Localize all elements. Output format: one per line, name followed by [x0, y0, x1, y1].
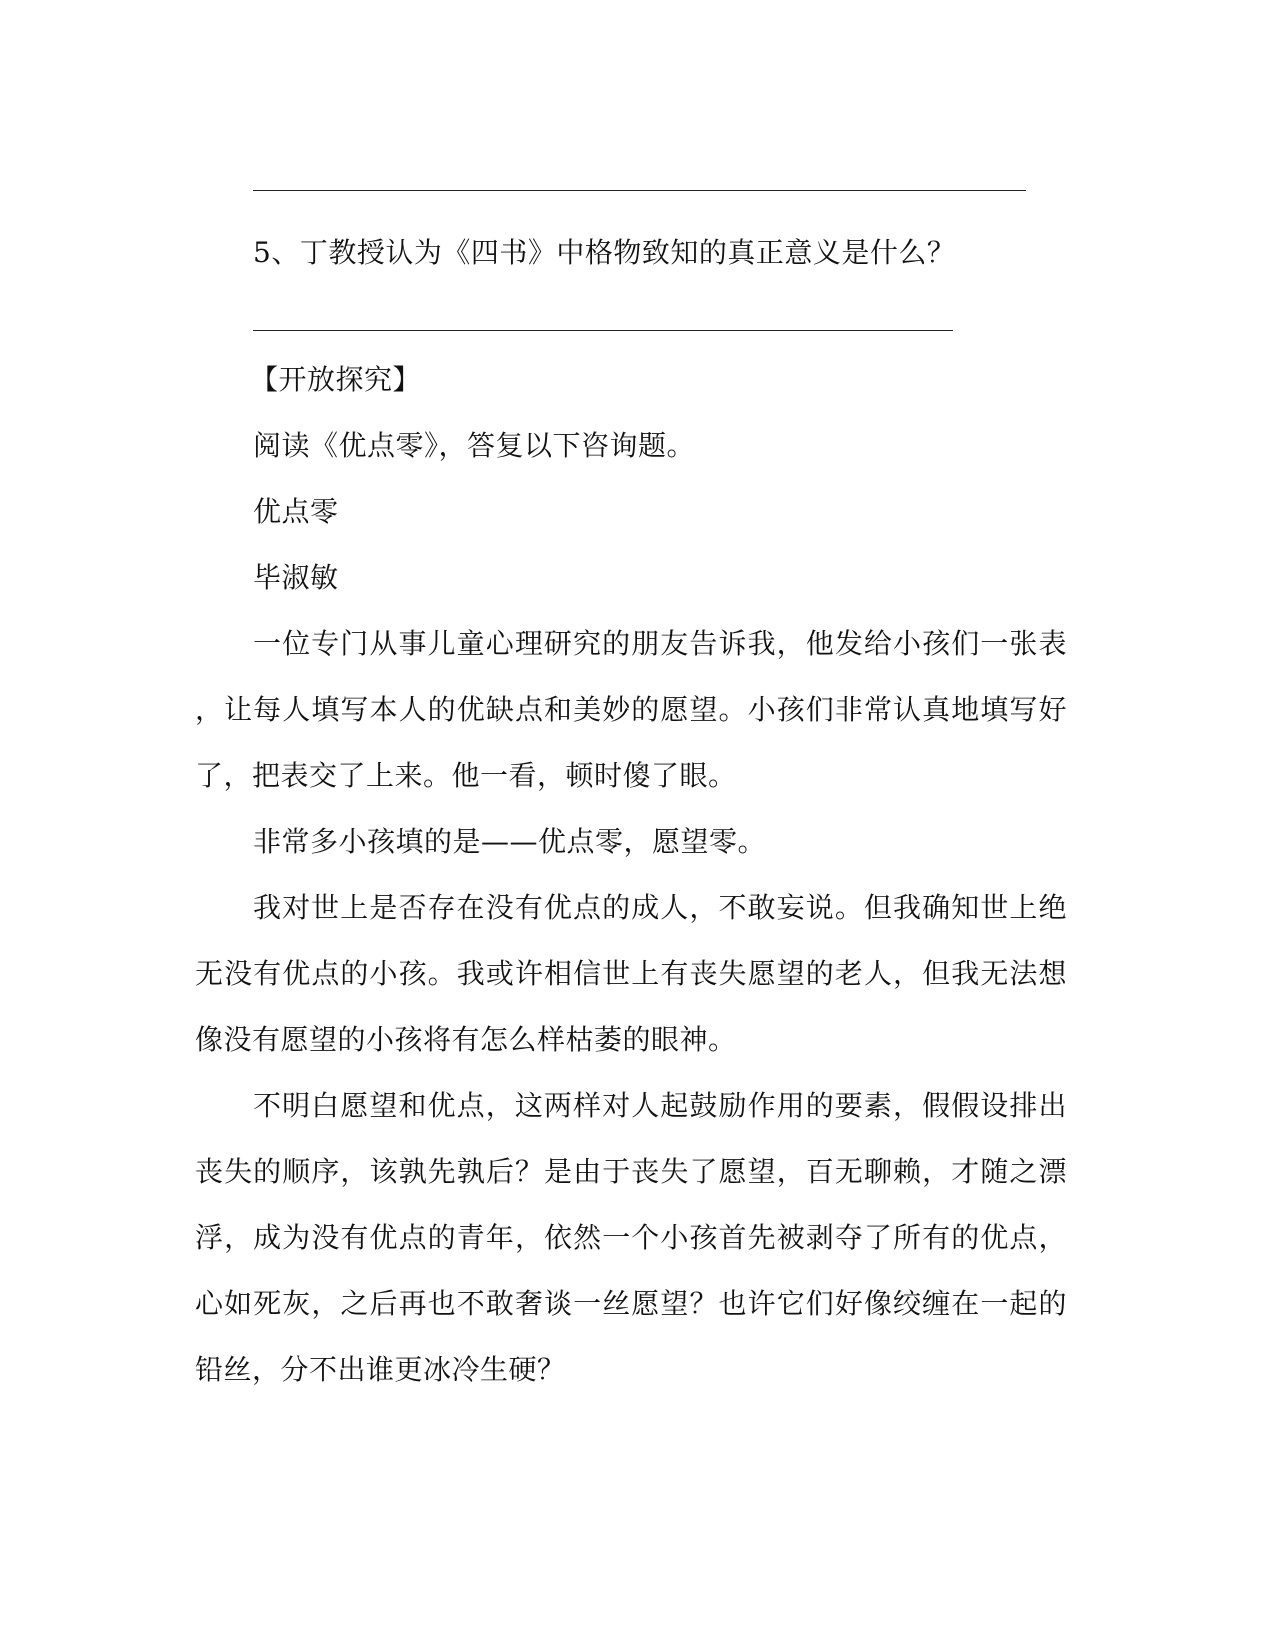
- paragraph-line: 丧失的顺序，该孰先孰后？是由于丧失了愿望，百无聊赖，才随之漂: [195, 1155, 1067, 1188]
- answer-blank-line: [253, 330, 953, 331]
- paragraph-line: 铅丝，分不出谁更冰冷生硬？: [195, 1353, 566, 1386]
- paragraph-line: 了，把表交了上来。他一看，顿时傻了眼。: [195, 759, 737, 792]
- paragraph-line: 心如死灰，之后再也不敢奢谈一丝愿望？也许它们好像绞缠在一起的: [195, 1287, 1067, 1320]
- paragraph-line: 像没有愿望的小孩将有怎么样枯萎的眼神。: [195, 1023, 737, 1056]
- paragraph-line: 不明白愿望和优点，这两样对人起鼓励作用的要素，假假设排出: [253, 1089, 1067, 1122]
- paragraph-line: ，让每人填写本人的优缺点和美妙的愿望。小孩们非常认真地填写好: [195, 693, 1067, 726]
- section-heading: 【开放探究】: [250, 363, 422, 396]
- article-title: 优点零: [253, 495, 339, 528]
- paragraph-line: 一位专门从事儿童心理研究的朋友告诉我，他发给小孩们一张表: [253, 627, 1067, 660]
- answer-blank-line: [253, 190, 1026, 191]
- question-5: 5、丁教授认为《四书》中格物致知的真正意义是什么？: [253, 236, 956, 269]
- instruction-text: 阅读《优点零》，答复以下咨询题。: [253, 429, 696, 462]
- paragraph-line: 我对世上是否存在没有优点的成人，不敢妄说。但我确知世上绝: [253, 891, 1067, 924]
- paragraph-line: 非常多小孩填的是——优点零，愿望零。: [253, 825, 767, 858]
- paragraph-line: 浮，成为没有优点的青年，依然一个小孩首先被剥夺了所有的优点，: [195, 1221, 1067, 1254]
- paragraph-line: 无没有优点的小孩。我或许相信世上有丧失愿望的老人，但我无法想: [195, 957, 1067, 990]
- article-author: 毕淑敏: [253, 561, 339, 594]
